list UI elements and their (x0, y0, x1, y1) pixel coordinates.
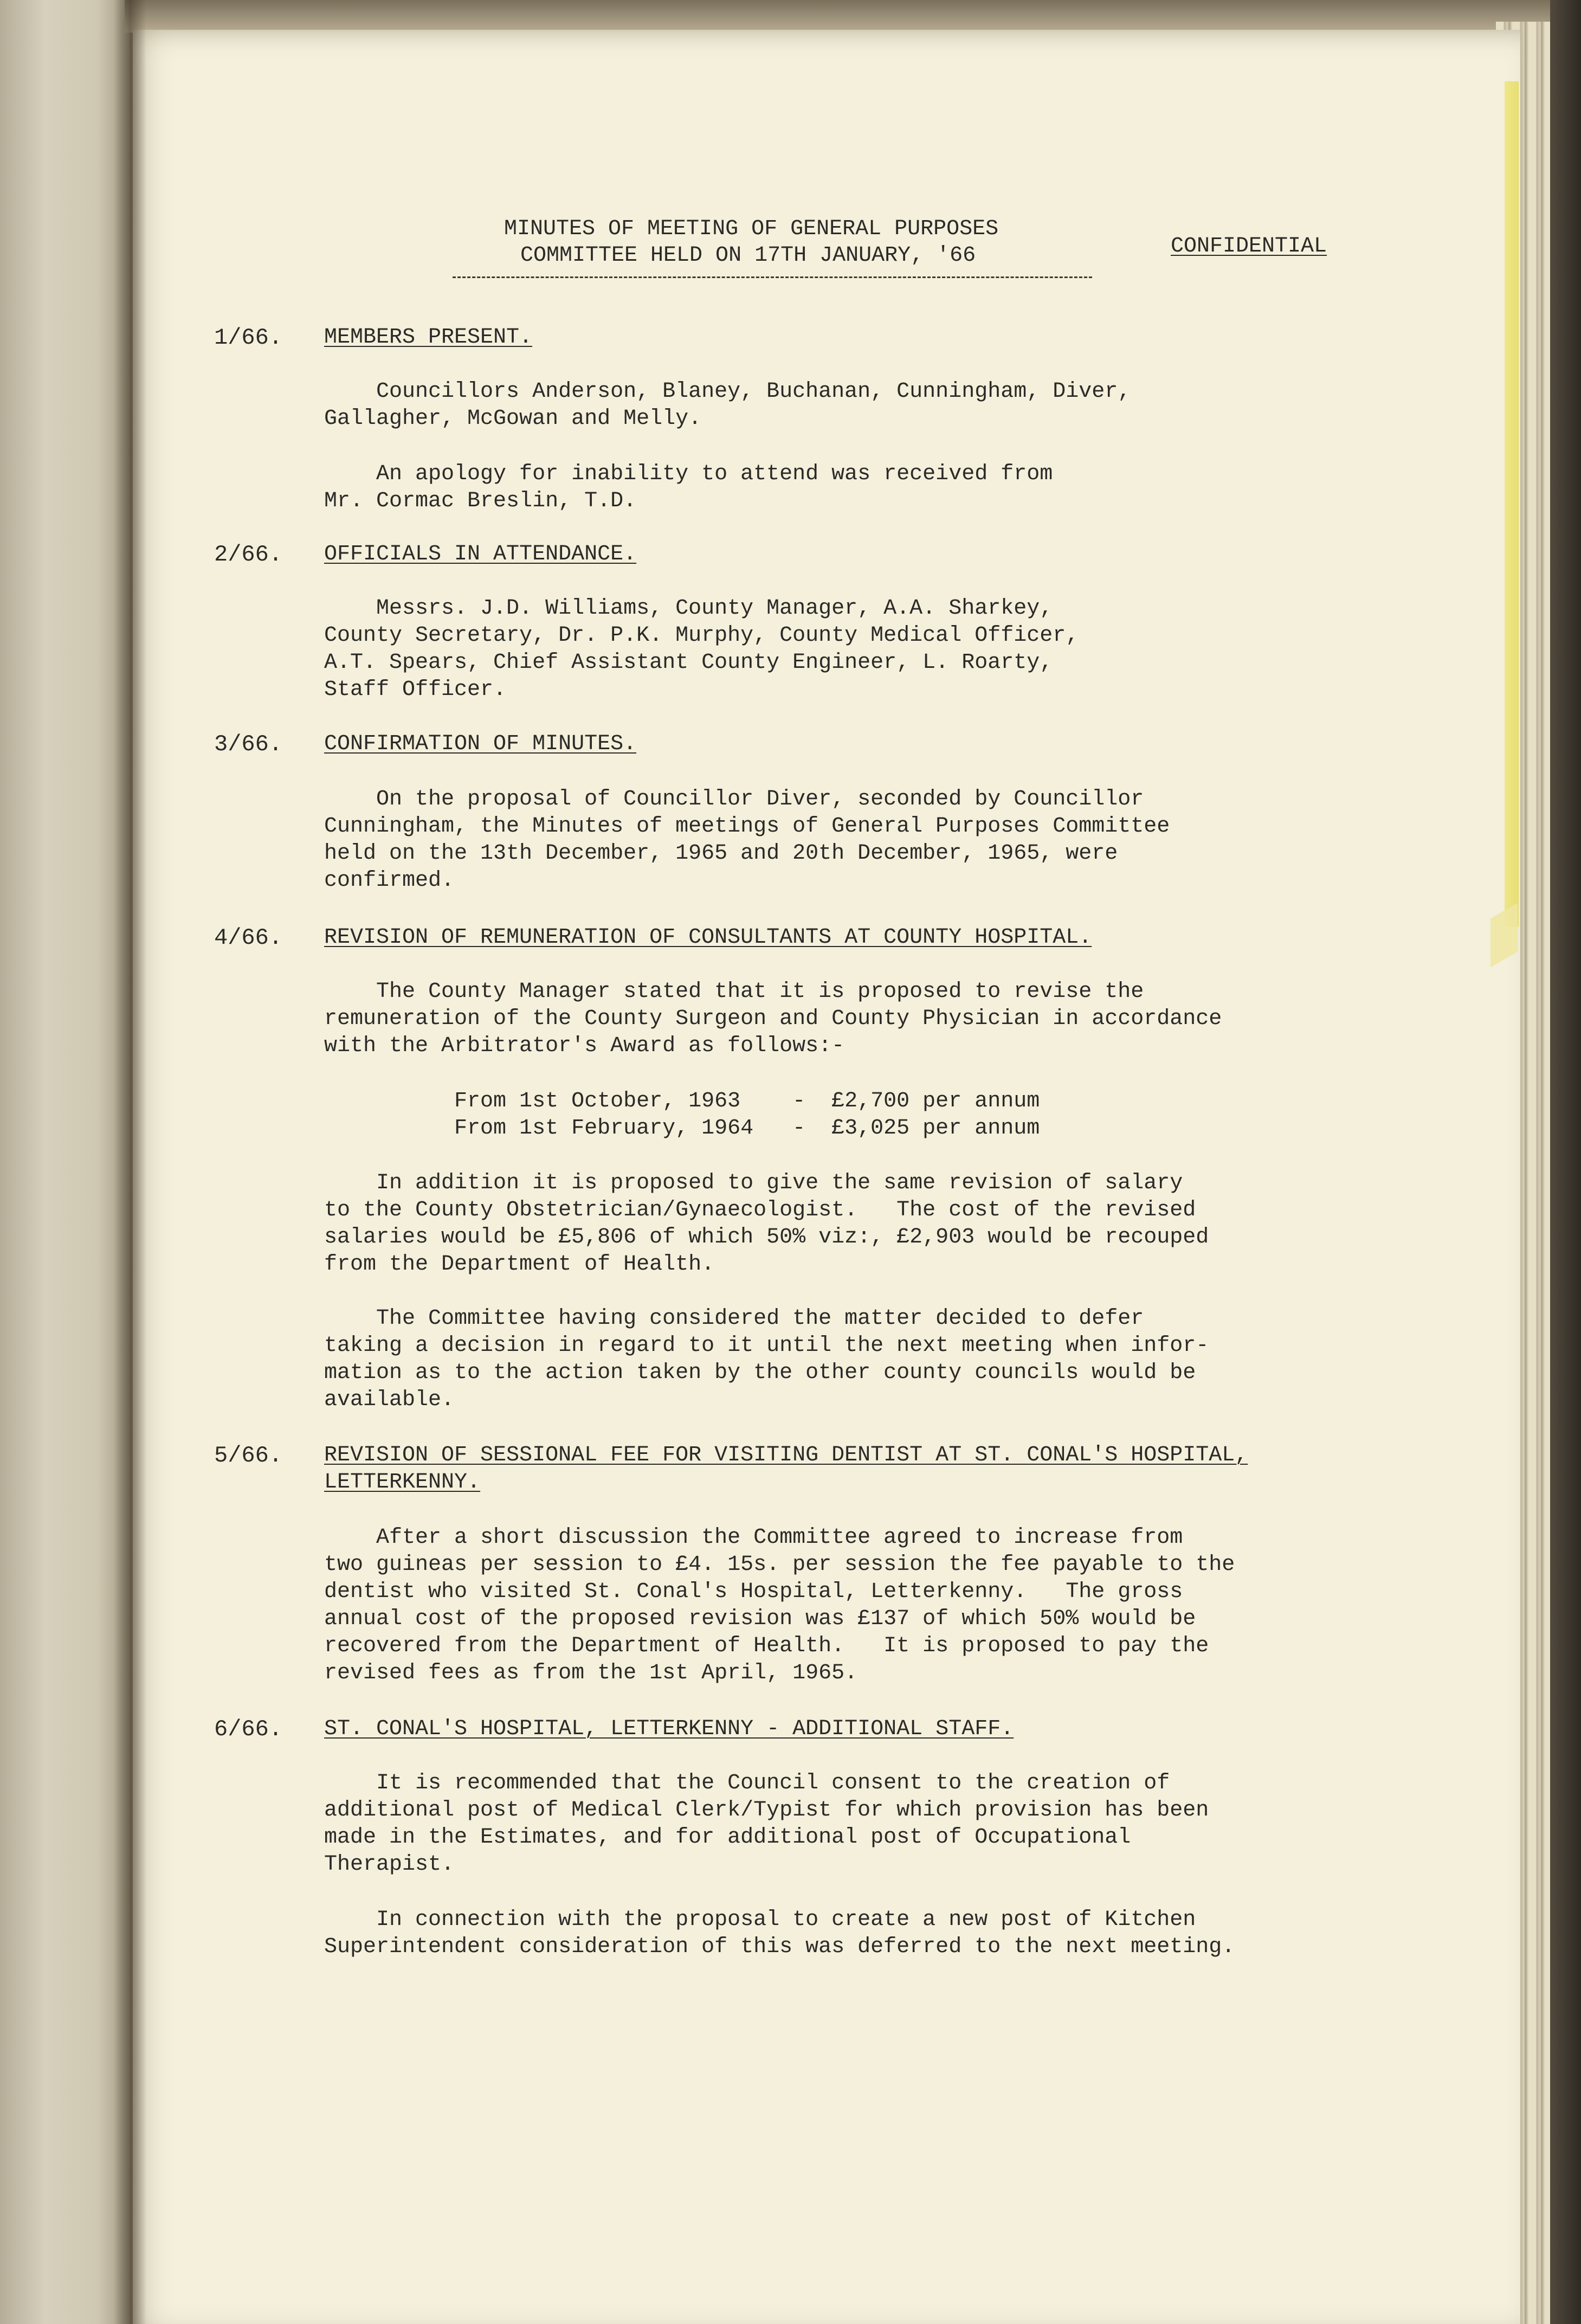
item-heading: ST. CONAL'S HOSPITAL, LETTERKENNY - ADDITIONAL STAFF. (324, 1717, 1014, 1741)
paragraph-line: Superintendent consideration of this was deferred to the next meeting. (324, 1935, 1235, 1959)
paragraph-line: In connection with the proposal to create a new post of Kitchen (324, 1908, 1196, 1932)
paragraph-line: On the proposal of Councillor Diver, seconded by Councillor (324, 787, 1144, 812)
paragraph-line: held on the 13th December, 1965 and 20th December, 1965, were (324, 841, 1118, 866)
yellow-page-marker (1505, 81, 1519, 927)
paragraph-line: additional post of Medical Clerk/Typist for which provision has been (324, 1798, 1209, 1823)
paragraph-line: Gallagher, McGowan and Melly. (324, 407, 702, 431)
schedule-line: From 1st February, 1964 - £3,025 per annum (324, 1116, 1040, 1141)
paragraph-line: The County Manager stated that it is proposed to revise the (324, 980, 1144, 1004)
paragraph-line: annual cost of the proposed revision was £137 of which 50% would be (324, 1607, 1196, 1631)
book-top-edge (125, 0, 1581, 33)
title-line-2: COMMITTEE HELD ON 17TH JANUARY, '66 (520, 243, 976, 268)
paragraph-line: Staff Officer. (324, 678, 507, 702)
item-heading: REVISION OF SESSIONAL FEE FOR VISITING DENTIST AT ST. CONAL'S HOSPITAL, (324, 1443, 1248, 1467)
book-cover-edge (1550, 0, 1581, 2324)
confidential-label: CONFIDENTIAL (1171, 234, 1327, 259)
paragraph-line: salaries would be £5,806 of which 50% viz:, £2,903 would be recouped (324, 1225, 1209, 1250)
item-number: 1/66. (214, 325, 283, 351)
schedule-line: From 1st October, 1963 - £2,700 per annum (324, 1089, 1040, 1113)
paragraph-line: After a short discussion the Committee agreed to increase from (324, 1525, 1183, 1550)
item-number: 6/66. (214, 1716, 283, 1742)
paragraph-line: Therapist. (324, 1852, 455, 1877)
paragraph-line: revised fees as from the 1st April, 1965. (324, 1661, 858, 1685)
paragraph-line: to the County Obstetrician/Gynaecologist. The cost of the revised (324, 1198, 1196, 1222)
paragraph-line: A.T. Spears, Chief Assistant County Engineer, L. Roarty, (324, 651, 1053, 675)
item-heading: OFFICIALS IN ATTENDANCE. (324, 542, 637, 566)
item-number: 5/66. (214, 1443, 283, 1469)
paragraph-line: The Committee having considered the matter decided to defer (324, 1306, 1144, 1331)
paragraph-line: mation as to the action taken by the other county councils would be (324, 1361, 1196, 1385)
paragraph-line: made in the Estimates, and for additional post of Occupational (324, 1825, 1131, 1850)
book-gutter-shadow (114, 0, 146, 2324)
title-line-1: MINUTES OF MEETING OF GENERAL PURPOSES (504, 217, 999, 241)
adjacent-page (0, 0, 130, 2324)
paragraph-line: confirmed. (324, 868, 455, 893)
paragraph-line: two guineas per session to £4. 15s. per session the fee payable to the (324, 1553, 1235, 1577)
paragraph-line: Mr. Cormac Breslin, T.D. (324, 489, 637, 513)
paragraph-line: County Secretary, Dr. P.K. Murphy, County Medical Officer, (324, 623, 1079, 648)
paragraph-line: from the Department of Health. (324, 1252, 715, 1277)
item-heading: CONFIRMATION OF MINUTES. (324, 732, 637, 756)
item-number: 3/66. (214, 731, 283, 757)
paragraph-line: available. (324, 1388, 455, 1412)
paragraph-line: Messrs. J.D. Williams, County Manager, A.A. Sharkey, (324, 596, 1053, 621)
paragraph-line: An apology for inability to attend was received from (324, 462, 1053, 486)
paragraph-line: In addition it is proposed to give the same revision of salary (324, 1171, 1183, 1195)
paragraph-line: recovered from the Department of Health. It is proposed to pay the (324, 1634, 1209, 1658)
item-heading: LETTERKENNY. (324, 1470, 481, 1495)
paragraph-line: remuneration of the County Surgeon and County Physician in accordance (324, 1007, 1222, 1031)
item-number: 4/66. (214, 925, 283, 951)
item-heading: MEMBERS PRESENT. (324, 325, 533, 350)
paragraph-line: Cunningham, the Minutes of meetings of General Purposes Committee (324, 814, 1170, 839)
item-heading: REVISION OF REMUNERATION OF CONSULTANTS AT COUNTY HOSPITAL. (324, 925, 1092, 950)
paragraph-line: taking a decision in regard to it until the next meeting when infor- (324, 1334, 1209, 1358)
paragraph-line: It is recommended that the Council consent to the creation of (324, 1771, 1170, 1795)
item-number: 2/66. (214, 542, 283, 568)
paragraph-line: with the Arbitrator's Award as follows:- (324, 1034, 845, 1058)
paragraph-line: Councillors Anderson, Blaney, Buchanan, Cunningham, Diver, (324, 379, 1131, 404)
title-rule (453, 276, 1092, 278)
paragraph-line: dentist who visited St. Conal's Hospital, Letterkenny. The gross (324, 1580, 1183, 1604)
